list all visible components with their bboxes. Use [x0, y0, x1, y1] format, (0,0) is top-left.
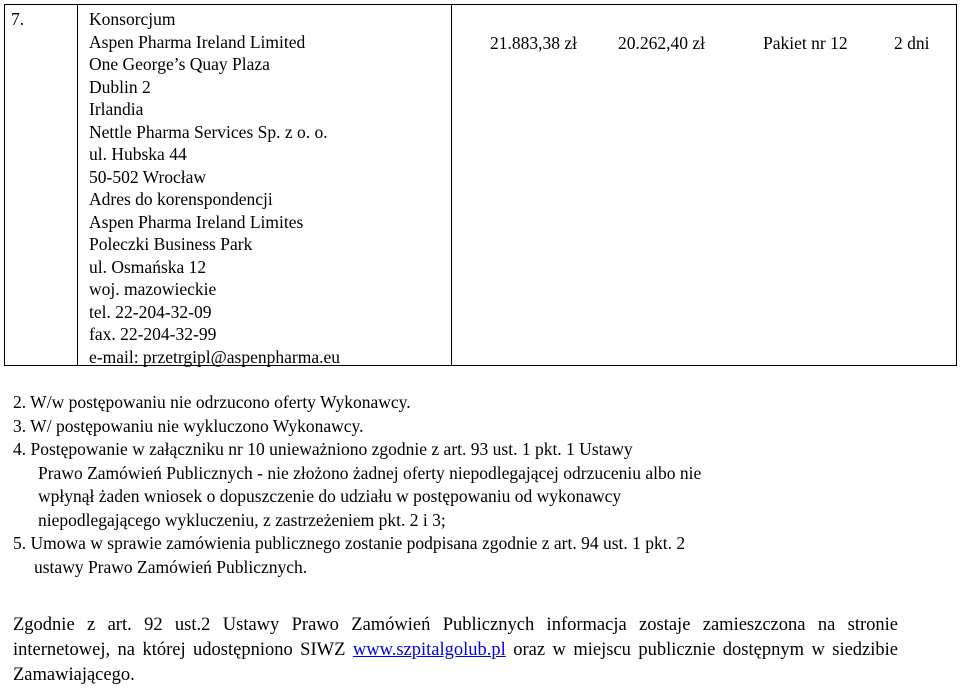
list-item-continuation: wpłynął żaden wniosek o dopuszczenie do udziału w postępowaniu od wykonawcy [38, 486, 622, 506]
list-item: 4. Postępowanie w załączniku nr 10 unieważniono zgodnie z art. 93 ust. 1 pkt. 1 Ustawy [13, 439, 633, 459]
address-line: Irlandia [89, 99, 144, 119]
address-line: ul. Hubska 44 [89, 144, 187, 164]
list-item: 3. W/ postępowaniu nie wykluczono Wykonawcy. [13, 415, 364, 436]
contractor-address [89, 8, 340, 368]
findings-list [13, 391, 948, 579]
address-line: Dublin 2 [89, 76, 151, 97]
address-line: 50-502 Wrocław [89, 166, 207, 187]
address-line: ul. Osmańska 12 [89, 256, 207, 277]
list-item-continuation: niepodlegającego wykluczeniu, z zastrzeżeniem pkt. 2 i 3; [38, 509, 446, 530]
address-line: Aspen Pharma Ireland Limited [89, 31, 306, 52]
address-line: Poleczki Business Park [89, 234, 253, 254]
list-item: 5. Umowa w sprawie zamówienia publicznego zostanie podpisana zgodnie z art. 94 ust. 1 pkt. 2 [13, 533, 686, 553]
address-line: One George’s Quay Plaza [89, 54, 270, 74]
address-line: Konsorcjum [89, 9, 176, 29]
delivery-days: 2 dni [894, 33, 930, 53]
address-line: woj. mazowieckie [89, 279, 217, 299]
offer-table [4, 4, 957, 366]
paragraph-text: Zgodnie z art. 92 ust.2 Ustawy Prawo Zamówień Publicznych informacja zostaje zamieszczona na stronie internetowej, na której udostępniono SIWZ [13, 615, 898, 660]
address-line: Nettle Pharma Services Sp. z o. o. [89, 121, 328, 142]
list-item-continuation: Prawo Zamówień Publicznych - nie złożono żadnej oferty niepodlegającej odrzuceniu albo nie [38, 462, 702, 483]
list-item-continuation: ustawy Prawo Zamówień Publicznych. [34, 556, 308, 577]
net-price: 20.262,40 zł [618, 33, 706, 53]
address-line: Aspen Pharma Ireland Limites [89, 211, 304, 232]
publication-paragraph [13, 613, 898, 688]
paragraph-text-end: oraz w miejscu publicznie dostępnym w siedzibie Zamawiającego. [13, 640, 899, 685]
gross-price: 21.883,38 zł [490, 33, 578, 53]
package-number: Pakiet nr 12 [763, 33, 848, 53]
list-item: 2. W/w postępowaniu nie odrzucono oferty Wykonawcy. [13, 392, 411, 412]
table-divider [451, 5, 452, 365]
row-number: 7. [11, 9, 25, 29]
address-line: fax. 22-204-32-99 [89, 324, 217, 344]
table-divider [77, 5, 78, 365]
address-line: tel. 22-204-32-09 [89, 301, 212, 322]
address-line: e-mail: przetrgipl@aspenpharma.eu [89, 346, 340, 367]
website-link[interactable]: www.szpitalgolub.pl [352, 640, 506, 660]
address-line: Adres do korenspondencji [89, 189, 273, 209]
